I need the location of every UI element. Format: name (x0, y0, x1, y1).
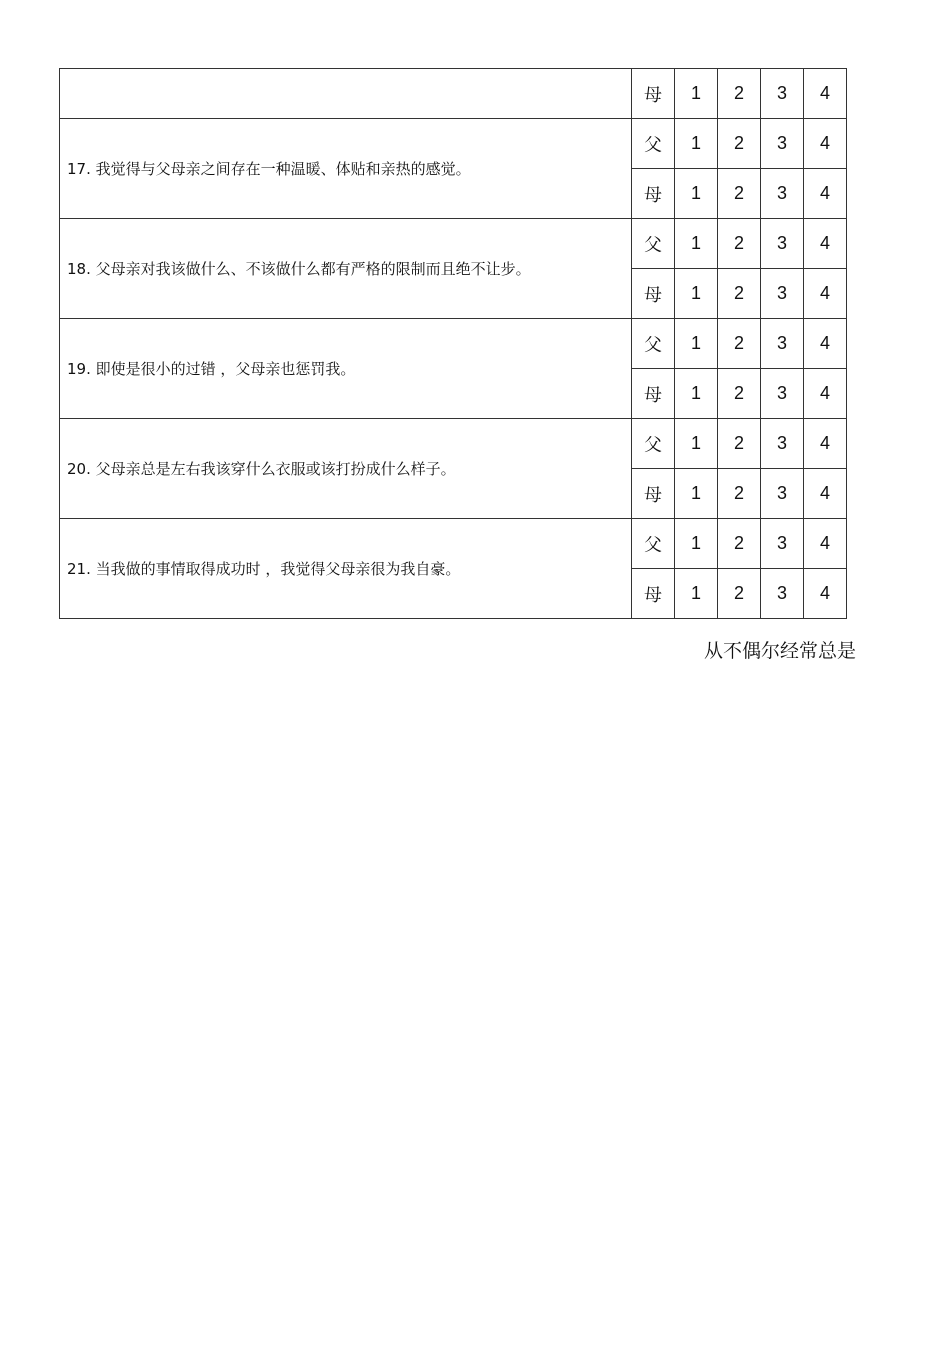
score-option-2[interactable]: 2 (718, 219, 761, 269)
score-option-3[interactable]: 3 (761, 369, 804, 419)
score-option-4[interactable]: 4 (804, 569, 847, 619)
question-text: 18. 父母亲对我该做什么、不该做什么都有严格的限制而且绝不让步。 (60, 219, 632, 319)
score-option-2[interactable]: 2 (718, 119, 761, 169)
question-text: 19. 即使是很小的过错 ，父母亲也惩罚我。 (60, 319, 632, 419)
question-text: 17. 我觉得与父母亲之间存在一种温暖、体贴和亲热的感觉。 (60, 119, 632, 219)
table-row (60, 519, 847, 569)
score-option-2[interactable]: 2 (718, 569, 761, 619)
score-option-4[interactable]: 4 (804, 319, 847, 369)
question-text: 21. 当我做的事情取得成功时 ，我觉得父母亲很为我自豪。 (60, 519, 632, 619)
score-option-4[interactable]: 4 (804, 119, 847, 169)
score-option-4[interactable]: 4 (804, 169, 847, 219)
parent-label-mother: 母 (632, 469, 675, 519)
score-option-2[interactable]: 2 (718, 519, 761, 569)
score-option-2[interactable]: 2 (718, 419, 761, 469)
score-option-1[interactable]: 1 (675, 219, 718, 269)
score-option-1[interactable]: 1 (675, 319, 718, 369)
score-option-4[interactable]: 4 (804, 419, 847, 469)
score-option-2[interactable]: 2 (718, 69, 761, 119)
score-option-3[interactable]: 3 (761, 269, 804, 319)
score-option-4[interactable]: 4 (804, 469, 847, 519)
score-option-1[interactable]: 1 (675, 519, 718, 569)
score-option-2[interactable]: 2 (718, 169, 761, 219)
parent-label-father: 父 (632, 119, 675, 169)
score-option-3[interactable]: 3 (761, 569, 804, 619)
score-option-4[interactable]: 4 (804, 69, 847, 119)
score-option-3[interactable]: 3 (761, 469, 804, 519)
question-text (60, 69, 632, 119)
scale-legend: 从不偶尔经常总是 (704, 640, 857, 662)
score-option-1[interactable]: 1 (675, 119, 718, 169)
table-row (60, 319, 847, 369)
parent-label-father: 父 (632, 319, 675, 369)
score-option-3[interactable]: 3 (761, 69, 804, 119)
score-option-1[interactable]: 1 (675, 369, 718, 419)
score-option-1[interactable]: 1 (675, 569, 718, 619)
question-text: 20. 父母亲总是左右我该穿什么衣服或该打扮成什么样子。 (60, 419, 632, 519)
score-option-2[interactable]: 2 (718, 369, 761, 419)
parent-label-mother: 母 (632, 369, 675, 419)
parent-label-mother: 母 (632, 269, 675, 319)
score-option-4[interactable]: 4 (804, 219, 847, 269)
parent-label-father: 父 (632, 519, 675, 569)
survey-table (59, 68, 847, 619)
score-option-1[interactable]: 1 (675, 269, 718, 319)
score-option-3[interactable]: 3 (761, 419, 804, 469)
score-option-4[interactable]: 4 (804, 269, 847, 319)
parent-label-father: 父 (632, 419, 675, 469)
parent-label-mother: 母 (632, 569, 675, 619)
table-row (60, 219, 847, 269)
parent-label-father: 父 (632, 219, 675, 269)
parent-label-mother: 母 (632, 169, 675, 219)
score-option-3[interactable]: 3 (761, 219, 804, 269)
table-row (60, 69, 847, 119)
score-option-1[interactable]: 1 (675, 169, 718, 219)
score-option-2[interactable]: 2 (718, 469, 761, 519)
score-option-4[interactable]: 4 (804, 369, 847, 419)
score-option-2[interactable]: 2 (718, 269, 761, 319)
table-row (60, 119, 847, 169)
score-option-4[interactable]: 4 (804, 519, 847, 569)
score-option-3[interactable]: 3 (761, 169, 804, 219)
table-row (60, 419, 847, 469)
score-option-3[interactable]: 3 (761, 119, 804, 169)
parent-label-mother: 母 (632, 69, 675, 119)
score-option-1[interactable]: 1 (675, 419, 718, 469)
score-option-3[interactable]: 3 (761, 319, 804, 369)
score-option-2[interactable]: 2 (718, 319, 761, 369)
score-option-3[interactable]: 3 (761, 519, 804, 569)
score-option-1[interactable]: 1 (675, 69, 718, 119)
score-option-1[interactable]: 1 (675, 469, 718, 519)
